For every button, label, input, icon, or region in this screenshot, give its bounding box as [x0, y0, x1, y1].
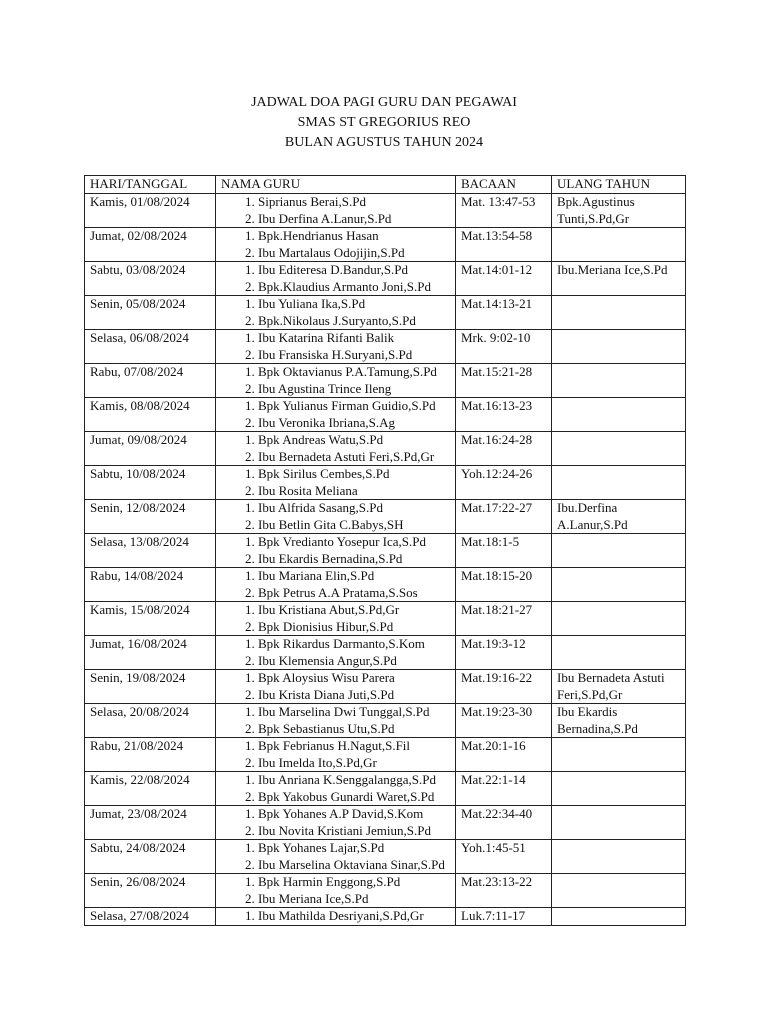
- list-item: 1. Bpk Yohanes A.P David,S.Kom: [258, 806, 450, 823]
- cell-date: Jumat, 02/08/2024: [85, 228, 216, 262]
- table-row: [85, 330, 686, 364]
- cell-names: [216, 840, 456, 874]
- list-item: 1. Bpk Vredianto Yosepur Ica,S.Pd: [258, 534, 450, 551]
- cell-reading: Mat.19:3-12: [456, 636, 552, 670]
- table-row: [85, 874, 686, 908]
- cell-birthday: Ibu.Meriana Ice,S.Pd: [552, 262, 686, 296]
- cell-date: Selasa, 27/08/2024: [85, 908, 216, 926]
- cell-birthday: [552, 874, 686, 908]
- names-list: [221, 262, 450, 295]
- document-heading: [0, 93, 768, 153]
- list-item: 2. Ibu Ekardis Bernadina,S.Pd: [258, 551, 450, 568]
- names-list: [221, 704, 450, 737]
- cell-date: Rabu, 21/08/2024: [85, 738, 216, 772]
- list-item: 2. Ibu Rosita Meliana: [258, 483, 450, 500]
- cell-reading: Mat.18:1-5: [456, 534, 552, 568]
- cell-date: Kamis, 22/08/2024: [85, 772, 216, 806]
- cell-date: Jumat, 09/08/2024: [85, 432, 216, 466]
- cell-birthday: [552, 398, 686, 432]
- cell-names: [216, 568, 456, 602]
- cell-names: [216, 228, 456, 262]
- list-item: 1. Ibu Katarina Rifanti Balik: [258, 330, 450, 347]
- list-item: 2. Ibu Bernadeta Astuti Feri,S.Pd,Gr: [258, 449, 450, 466]
- list-item: 1. Bpk Sirilus Cembes,S.Pd: [258, 466, 450, 483]
- cell-date: Senin, 12/08/2024: [85, 500, 216, 534]
- list-item: 2. Ibu Marselina Oktaviana Sinar,S.Pd: [258, 857, 450, 874]
- list-item: 2. Ibu Agustina Trince Ileng: [258, 381, 450, 398]
- table-row: [85, 398, 686, 432]
- cell-names: [216, 500, 456, 534]
- cell-names: [216, 602, 456, 636]
- list-item: 2. Bpk Petrus A.A Pratama,S.Sos: [258, 585, 450, 602]
- cell-names: [216, 194, 456, 228]
- cell-birthday: [552, 602, 686, 636]
- names-list: [221, 194, 450, 227]
- list-item: 1. Siprianus Berai,S.Pd: [258, 194, 450, 211]
- table-body: [85, 194, 686, 926]
- table-row: [85, 602, 686, 636]
- list-item: 1. Ibu Marselina Dwi Tunggal,S.Pd: [258, 704, 450, 721]
- cell-names: [216, 908, 456, 926]
- list-item: 2. Ibu Fransiska H.Suryani,S.Pd: [258, 347, 450, 364]
- cell-names: [216, 704, 456, 738]
- list-item: 2. Ibu Krista Diana Juti,S.Pd: [258, 687, 450, 704]
- cell-names: [216, 738, 456, 772]
- cell-birthday: [552, 636, 686, 670]
- cell-date: Sabtu, 10/08/2024: [85, 466, 216, 500]
- list-item: 2. Bpk.Klaudius Armanto Joni,S.Pd: [258, 279, 450, 296]
- names-list: [221, 772, 450, 805]
- list-item: 2. Ibu Imelda Ito,S.Pd,Gr: [258, 755, 450, 772]
- names-list: [221, 840, 450, 873]
- table-header-row: [85, 176, 686, 194]
- cell-reading: Mat. 13:47-53: [456, 194, 552, 228]
- cell-names: [216, 636, 456, 670]
- cell-birthday: [552, 806, 686, 840]
- table-row: [85, 228, 686, 262]
- names-list: [221, 908, 450, 925]
- cell-birthday: [552, 330, 686, 364]
- list-item: 1. Bpk Oktavianus P.A.Tamung,S.Pd: [258, 364, 450, 381]
- table-row: [85, 840, 686, 874]
- cell-birthday: [552, 772, 686, 806]
- names-list: [221, 874, 450, 907]
- list-item: 1. Ibu Alfrida Sasang,S.Pd: [258, 500, 450, 517]
- table-row: [85, 704, 686, 738]
- cell-birthday: [552, 534, 686, 568]
- table-row: [85, 738, 686, 772]
- cell-birthday: Ibu.Derfina A.Lanur,S.Pd: [552, 500, 686, 534]
- cell-date: Kamis, 15/08/2024: [85, 602, 216, 636]
- list-item: 2. Bpk.Nikolaus J.Suryanto,S.Pd: [258, 313, 450, 330]
- list-item: 1. Ibu Anriana K.Senggalangga,S.Pd: [258, 772, 450, 789]
- cell-birthday: [552, 432, 686, 466]
- names-list: [221, 738, 450, 771]
- cell-names: [216, 874, 456, 908]
- cell-date: Senin, 26/08/2024: [85, 874, 216, 908]
- cell-birthday: Ibu Ekardis Bernadina,S.Pd: [552, 704, 686, 738]
- table-row: [85, 500, 686, 534]
- cell-date: Kamis, 01/08/2024: [85, 194, 216, 228]
- names-list: [221, 398, 450, 431]
- table-row: [85, 568, 686, 602]
- title-line-3: BULAN AGUSTUS TAHUN 2024: [284, 135, 484, 150]
- cell-date: Rabu, 07/08/2024: [85, 364, 216, 398]
- cell-reading: Mat.19:16-22: [456, 670, 552, 704]
- header-birthday: ULANG TAHUN: [552, 176, 686, 194]
- cell-names: [216, 364, 456, 398]
- cell-birthday: [552, 466, 686, 500]
- cell-names: [216, 330, 456, 364]
- cell-reading: Mat.14:13-21: [456, 296, 552, 330]
- list-item: 2. Ibu Betlin Gita C.Babys,SH: [258, 517, 450, 534]
- list-item: 1. Bpk Rikardus Darmanto,S.Kom: [258, 636, 450, 653]
- cell-date: Selasa, 20/08/2024: [85, 704, 216, 738]
- list-item: 1. Bpk Yulianus Firman Guidio,S.Pd: [258, 398, 450, 415]
- cell-birthday: [552, 228, 686, 262]
- cell-birthday: [552, 296, 686, 330]
- list-item: 1. Ibu Mathilda Desriyani,S.Pd,Gr: [258, 908, 450, 925]
- cell-birthday: [552, 364, 686, 398]
- cell-names: [216, 262, 456, 296]
- cell-reading: Mrk. 9:02-10: [456, 330, 552, 364]
- cell-reading: Mat.17:22-27: [456, 500, 552, 534]
- cell-reading: Mat.22:34-40: [456, 806, 552, 840]
- cell-reading: Mat.16:24-28: [456, 432, 552, 466]
- list-item: 2. Bpk Sebastianus Utu,S.Pd: [258, 721, 450, 738]
- names-list: [221, 466, 450, 499]
- cell-date: Selasa, 13/08/2024: [85, 534, 216, 568]
- table-row: [85, 262, 686, 296]
- cell-names: [216, 670, 456, 704]
- schedule-table: [84, 175, 686, 926]
- list-item: 1. Bpk Yohanes Lajar,S.Pd: [258, 840, 450, 857]
- list-item: 1. Ibu Mariana Elin,S.Pd: [258, 568, 450, 585]
- title-line-2: SMAS ST GREGORIUS REO: [297, 115, 471, 130]
- header-names: NAMA GURU: [216, 176, 456, 194]
- table-row: [85, 296, 686, 330]
- list-item: 2. Bpk Yakobus Gunardi Waret,S.Pd: [258, 789, 450, 806]
- cell-birthday: [552, 908, 686, 926]
- list-item: 2. Ibu Novita Kristiani Jemiun,S.Pd: [258, 823, 450, 840]
- table-row: [85, 806, 686, 840]
- cell-reading: Mat.14:01-12: [456, 262, 552, 296]
- list-item: 1. Ibu Yuliana Ika,S.Pd: [258, 296, 450, 313]
- cell-reading: Mat.16:13-23: [456, 398, 552, 432]
- cell-reading: Mat.19:23-30: [456, 704, 552, 738]
- table-row: [85, 636, 686, 670]
- list-item: 1. Bpk Harmin Enggong,S.Pd: [258, 874, 450, 891]
- title-line-1: JADWAL DOA PAGI GURU DAN PEGAWAI: [251, 95, 517, 110]
- cell-date: Senin, 05/08/2024: [85, 296, 216, 330]
- cell-date: Jumat, 23/08/2024: [85, 806, 216, 840]
- names-list: [221, 636, 450, 669]
- cell-date: Selasa, 06/08/2024: [85, 330, 216, 364]
- cell-names: [216, 534, 456, 568]
- list-item: 2. Bpk Dionisius Hibur,S.Pd: [258, 619, 450, 636]
- cell-reading: Yoh.1:45-51: [456, 840, 552, 874]
- list-item: 1. Bpk Andreas Watu,S.Pd: [258, 432, 450, 449]
- table-row: [85, 534, 686, 568]
- header-date: HARI/TANGGAL: [85, 176, 216, 194]
- cell-names: [216, 806, 456, 840]
- list-item: 2. Ibu Derfina A.Lanur,S.Pd: [258, 211, 450, 228]
- names-list: [221, 296, 450, 329]
- cell-reading: Luk.7:11-17: [456, 908, 552, 926]
- table-row: [85, 772, 686, 806]
- names-list: [221, 364, 450, 397]
- list-item: 2. Ibu Klemensia Angur,S.Pd: [258, 653, 450, 670]
- cell-date: Rabu, 14/08/2024: [85, 568, 216, 602]
- list-item: 1. Bpk Febrianus H.Nagut,S.Fil: [258, 738, 450, 755]
- cell-birthday: [552, 840, 686, 874]
- cell-date: Sabtu, 03/08/2024: [85, 262, 216, 296]
- cell-date: Sabtu, 24/08/2024: [85, 840, 216, 874]
- table-row: [85, 670, 686, 704]
- cell-reading: Mat.18:15-20: [456, 568, 552, 602]
- names-list: [221, 500, 450, 533]
- list-item: 1. Ibu Kristiana Abut,S.Pd,Gr: [258, 602, 450, 619]
- cell-reading: Mat.20:1-16: [456, 738, 552, 772]
- list-item: 1. Bpk Aloysius Wisu Parera: [258, 670, 450, 687]
- table-row: [85, 364, 686, 398]
- cell-names: [216, 432, 456, 466]
- cell-names: [216, 398, 456, 432]
- cell-date: Jumat, 16/08/2024: [85, 636, 216, 670]
- cell-reading: Mat.22:1-14: [456, 772, 552, 806]
- cell-names: [216, 466, 456, 500]
- table-row: [85, 432, 686, 466]
- table-row: [85, 908, 686, 926]
- cell-date: Senin, 19/08/2024: [85, 670, 216, 704]
- cell-reading: Mat.13:54-58: [456, 228, 552, 262]
- names-list: [221, 602, 450, 635]
- cell-date: Kamis, 08/08/2024: [85, 398, 216, 432]
- cell-names: [216, 296, 456, 330]
- cell-reading: Mat.23:13-22: [456, 874, 552, 908]
- list-item: 2. Ibu Veronika Ibriana,S.Ag: [258, 415, 450, 432]
- table-row: [85, 466, 686, 500]
- cell-birthday: Bpk.Agustinus Tunti,S.Pd,Gr: [552, 194, 686, 228]
- cell-birthday: Ibu Bernadeta Astuti Feri,S.Pd,Gr: [552, 670, 686, 704]
- names-list: [221, 432, 450, 465]
- list-item: 1. Bpk.Hendrianus Hasan: [258, 228, 450, 245]
- header-reading: BACAAN: [456, 176, 552, 194]
- list-item: 1. Ibu Editeresa D.Bandur,S.Pd: [258, 262, 450, 279]
- names-list: [221, 806, 450, 839]
- list-item: 2. Ibu Martalaus Odojijin,S.Pd: [258, 245, 450, 262]
- list-item: 2. Ibu Meriana Ice,S.Pd: [258, 891, 450, 908]
- names-list: [221, 568, 450, 601]
- cell-birthday: [552, 738, 686, 772]
- table-row: [85, 194, 686, 228]
- names-list: [221, 670, 450, 703]
- names-list: [221, 228, 450, 261]
- names-list: [221, 534, 450, 567]
- cell-reading: Mat.15:21-28: [456, 364, 552, 398]
- cell-reading: Yoh.12:24-26: [456, 466, 552, 500]
- cell-names: [216, 772, 456, 806]
- cell-reading: Mat.18:21-27: [456, 602, 552, 636]
- names-list: [221, 330, 450, 363]
- cell-birthday: [552, 568, 686, 602]
